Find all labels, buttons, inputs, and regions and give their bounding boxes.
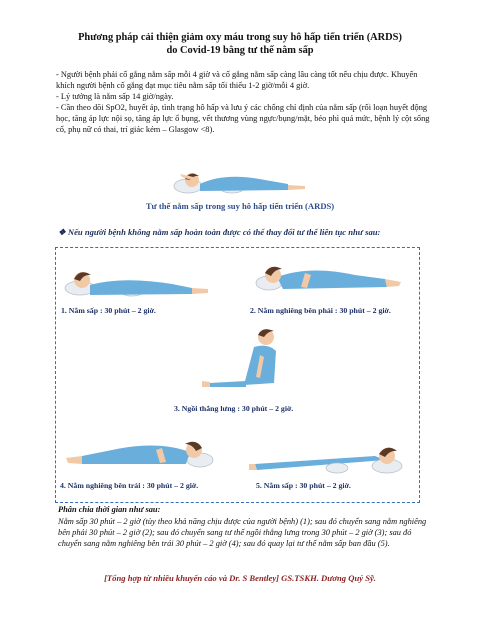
intro-text <box>56 69 436 135</box>
main-illustration-caption: Tư thế nằm sấp trong suy hô hấp tiến triển (ARDS) <box>145 201 335 211</box>
intro-paragraph: - Cần theo dõi SpO2, huyết áp, tình trạng hô hấp và lưu ý các chống chỉ định của nằm sấp (rối loạn huyết động học, tăng áp lực nội sọ, tăng áp lực ổ bụng, vết thương vùng ngực/bụng/mặt, béo phì quá mức, bệnh lý cột sống cổ, phụ nữ có thai, trí giác kém – Glasgow <8). <box>56 103 430 134</box>
page-title <box>0 31 480 57</box>
title-line-1: Phương pháp cải thiện giảm oxy máu trong suy hô hấp tiến triển (ARDS) <box>78 32 402 43</box>
intro-paragraph: - Người bệnh phải cố gắng nằm sấp mỗi 4 giờ và cố gắng nằm sấp càng lâu càng tốt nếu chịu được. Khuyến khích người bệnh cố gắng đạt mục tiêu nằm sấp tối thiểu 1-2 giờ/mỗi 4 giờ. <box>56 70 418 90</box>
prone-position-illustration <box>170 158 310 198</box>
title-line-2: do Covid-19 bằng tư thế nằm sấp <box>166 45 314 56</box>
position-label-3: 3. Ngồi thẳng lưng : 30 phút – 2 giờ. <box>174 404 294 413</box>
position-label-2: 2. Nằm nghiêng bên phải : 30 phút – 2 giờ. <box>250 306 391 315</box>
lead-instruction <box>58 227 458 238</box>
prone-figure-1 <box>62 258 212 303</box>
lead-instruction-text: Nếu người bệnh không nằm sấp hoàn toàn được có thể thay đổi tư thế liên tục như sau: <box>67 227 381 237</box>
intro-paragraph: - Lý tưởng là nằm sấp 14 giờ/ngày. <box>56 92 174 101</box>
diamond-bullet-icon: ❖ <box>58 227 66 237</box>
schedule-text: Nằm sấp 30 phút – 2 giờ (tùy theo khả năng chịu được của người bệnh) (1); sau đó chuyển sang nằm nghiêng bên phải 30 phút – 2 giờ (2); sau đó chuyển sang tư thế ngồi thẳng lưng trong 30 phút – 2 giờ (3); sau đó chuyển sang nằm nghiêng bên trái 30 phút – 2 giờ (4); sau đó quay lại tư thế nằm sấp ban đầu (5). <box>58 517 427 548</box>
schedule-title: Phân chia thời gian như sau: <box>58 505 161 514</box>
position-label-1: 1. Nằm sấp : 30 phút – 2 giờ. <box>61 306 156 315</box>
sitting-figure <box>196 325 286 395</box>
prone-figure-5 <box>245 434 405 479</box>
credit-line: [Tổng hợp từ nhiều khuyến cáo và Dr. S Bentley] GS.TSKH. Dương Quý Sỹ. <box>104 573 376 583</box>
position-label-4: 4. Nằm nghiêng bên trái : 30 phút – 2 giờ. <box>60 481 199 490</box>
left-side-figure <box>62 430 212 475</box>
position-label-5: 5. Nằm sấp : 30 phút – 2 giờ. <box>256 481 351 490</box>
right-side-figure <box>255 255 405 300</box>
